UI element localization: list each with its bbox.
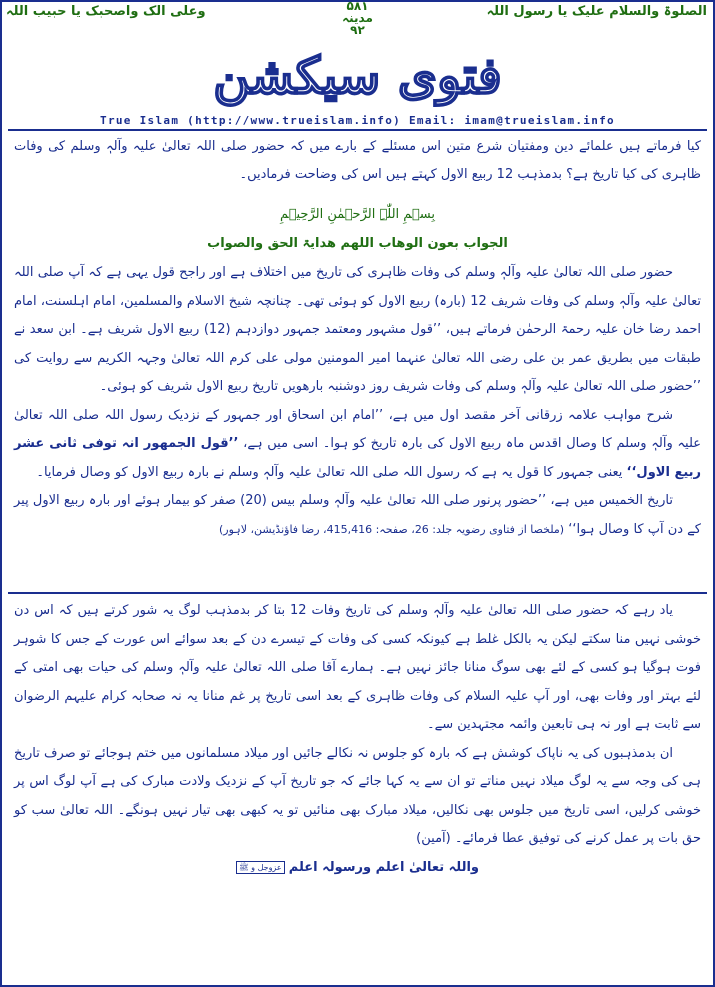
middle-divider [8,592,707,594]
salutation-right: الصلوۃ والسلام علیک یا رسول اللہ [486,4,707,19]
answer-paragraph-2-end: یعنی جمہور کا قول یہ ہے کہ رسول اللہ صلی اللہ تعالیٰ علیہ وآلہٖ وسلم نے بارہ ربیع الاول کو وصال فرمایا۔ [36,464,623,480]
honorific-seal: عزوجل و ﷺ [236,861,285,874]
answer-section [14,259,701,544]
bismillah: بِسۡمِ اللّٰہِ الرَّحۡمٰنِ الرَّحِیۡمِ [280,207,435,222]
reference: (ملخصا از فتاوی رضویہ جلد: 26، صفحہ: 415,416، رضا فاؤنڈیشن، لاہور) [219,522,565,536]
site-contact-line: True Islam (http://www.trueislam.info) Email: imam@trueislam.info [100,114,615,127]
answer-paragraph-3 [14,487,701,544]
top-divider [8,129,707,131]
fatwa-place: مدینہ [342,11,373,25]
closing-line [14,854,701,883]
arabic-quote: ’’قول الجمھور انہ توفی ثانی عشر ربیع الاول‘‘ [14,436,701,480]
warning-paragraph-2: ان بدمذہبوں کی یہ ناپاک کوشش ہے کہ بارہ کو جلوس نہ نکالے جائیں اور میلاد مسلمانوں میں ختم ہوجائے تو صرف تاریخ ہی کی وجہ سے یہ لوگ میلاد نہیں مناتے تو ان سے یہ کہا جائے کہ جو تاریخ آپ کے نزدیک ولادت مبارک کی ہے آپ لوگ اس پر خوشی کرلیں، اسی تاریخ میں جلوس بھی نکالیں، میلاد مبارک بھی منائیں تو یہ کبھی بھی تیار نہیں ہونگے۔ اللہ تعالیٰ سب کو حق بات پر عمل کرنے کی توفیق عطا فرمائے۔ (آمین) [14,745,701,846]
warning-paragraph-1: یاد رہے کہ حضور صلی اللہ تعالیٰ علیہ وآلہٖ وسلم کی تاریخ وفات 12 بتا کر بدمذہب لوگ یہ شور کرتے ہیں کہ اس دن خوشی نہیں منا سکتے لیکن یہ بالکل غلط ہے کیونکہ کسی کی وفات کے تیسرے دن کے بعد سوائے اس عورت کے جس کا شوہر فوت ہوگیا ہو کسی کے لئے بھی سوگ منانا جائز نہیں ہے۔ ہمارے آقا صلی اللہ تعالیٰ علیہ وآلہٖ وسلم کی حیات بھی امتی کے لئے بہتر اور وفات بھی، اور آپ علیہ السلام کی وفات ظاہری کے بعد اسی تاریخ پر غم منانا یہ نہ صحابہ کرام علیہم الرضوان سے ثابت ہے اور نہ ہی تابعین وائمہ مجتہدین سے۔ [14,603,701,732]
fatwa-number: ۵۸۱ [346,0,369,13]
answer-paragraph-1: حضور صلی اللہ تعالیٰ علیہ وآلہٖ وسلم کی وفات ظاہری کی تاریخ میں اختلاف ہے اور راجح قول یہی ہے کہ آپ صلی اللہ تعالیٰ علیہ وآلہٖ وسلم کی وفات شریف 12 (بارہ) ربیع الاول کو ہوئی تھی۔ چنانچہ شیخ الاسلام والمسلمین، امام اہلسنت، امام احمد رضا خان علیہ رحمۃ الرحمٰن فرماتے ہیں، ’’قول مشہور ومعتمد جمہور دوازدہم (12) ربیع الاول شریف ہے۔ ابن سعد نے طبقات میں بطریق عمر بن علی رضی اللہ تعالیٰ عنہما امیر المومنین مولی علی کرم اللہ تعالیٰ وجہہ الکریم سے روایت کی ’’حضور صلی اللہ تعالیٰ علیہ وآلہٖ وسلم کی وفات شریف روز دوشنبہ بارھویں تاریخ ربیع الاول شریف کو ہوئی۔ [14,265,701,394]
answer-paragraph-2 [14,402,701,488]
fatwa-number-block [0,0,715,36]
salutation-left: وعلی الک واصحبک یا حبیب اللہ [6,4,206,19]
answer-paragraph-2-text: شرح مواہب علامہ زرقانی آخر مقصد اول میں ہے، ’’امام ابن اسحاق اور جمہور کے نزدیک رسول اللہ صلی اللہ تعالیٰ علیہ وآلہٖ وسلم کا وصال اقدس ماہ ربیع الاول کی بارہ تاریخ کو ہوا۔ اسی میں ہے، [14,407,701,451]
warning-section [14,597,701,882]
page-title: فتوی سیکشن [213,46,502,105]
fatwa-year: ۹۲ [350,23,365,37]
question-text: کیا فرماتے ہیں علمائے دین ومفتیان شرع متین اس مسئلے کے بارے میں کہ حضور صلی اللہ تعالیٰ علیہ وآلہٖ وسلم کی وفات ظاہری کی کیا تاریخ ہے؟ بدمذہب 12 ربیع الاول کہتے ہیں اس کی وضاحت فرمادیں۔ [14,139,701,182]
jawab-heading: الجواب بعون الوھاب اللھم ھدایۃ الحق والصواب [207,236,508,251]
closing-text: واللہ تعالیٰ اعلم ورسولہ اعلم [288,859,480,875]
answer-paragraph-3-text: تاریخ الخمیس میں ہے، ’’حضور پرنور صلی اللہ تعالیٰ علیہ وآلہٖ وسلم بیس (20) صفر کو بیمار ہوئے اور بارہ ربیع الاول پیر کے دن آپ کا وصال ہوا‘‘ [14,493,701,537]
